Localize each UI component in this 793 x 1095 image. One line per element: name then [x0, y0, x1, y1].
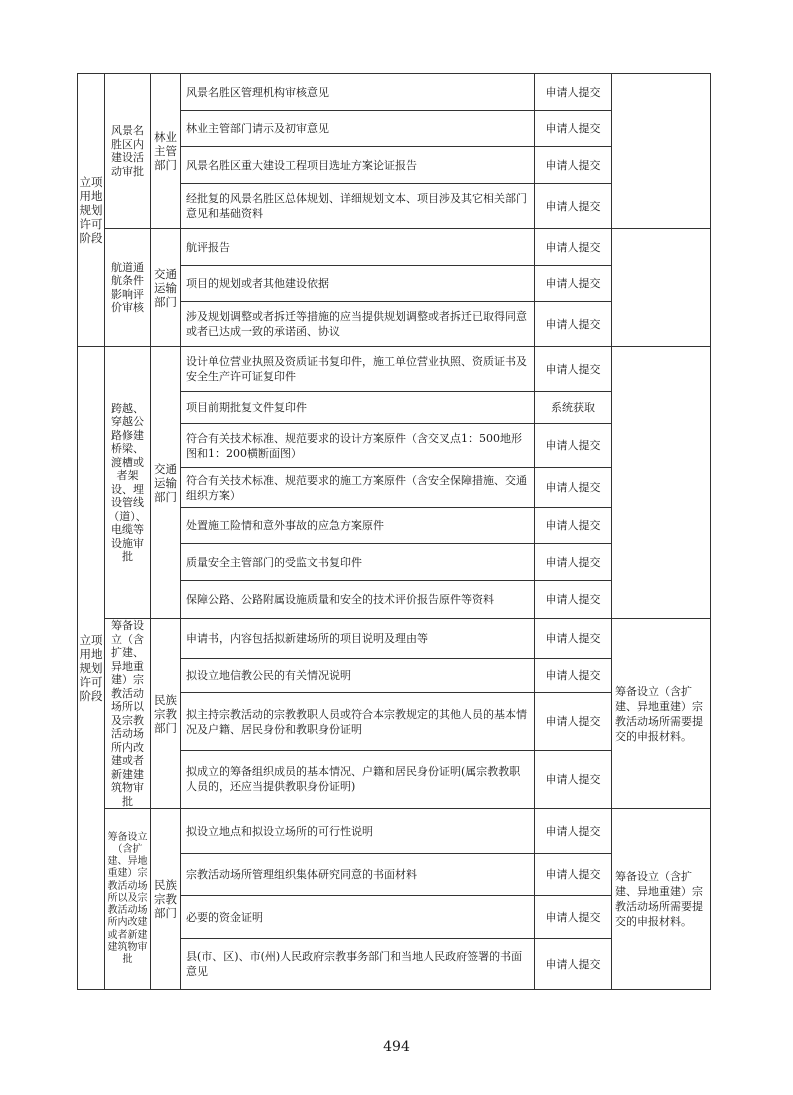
submit-cell: 申请人提交 — [535, 74, 612, 111]
submit-cell: 申请人提交 — [535, 809, 612, 854]
table-row — [78, 229, 711, 266]
material-cell: 风景名胜区重大建设工程项目选址方案论证报告 — [181, 147, 535, 184]
material-cell: 经批复的风景名胜区总体规划、详细规划文本、项目涉及其它相关部门意见和基础资料 — [181, 184, 535, 229]
submit-cell: 申请人提交 — [535, 750, 612, 808]
procedure-cell: 筹备设立（含扩建、异地重建）宗教活动场所以及宗教活动场所内改建或者新建建筑物审批 — [105, 809, 151, 990]
submit-cell: 申请人提交 — [535, 581, 612, 619]
submit-cell: 申请人提交 — [535, 347, 612, 392]
department-cell: 交通运输部门 — [151, 347, 181, 619]
submit-cell: 申请人提交 — [535, 229, 612, 266]
procedure-cell: 跨越、穿越公路修建桥梁、渡槽或者架设、埋设管线（道）、电缆等设施审批 — [105, 347, 151, 619]
submit-cell: 申请人提交 — [535, 147, 612, 184]
note-cell: 筹备设立（含扩建、异地重建）宗教活动场所需要提交的申报材料。 — [612, 619, 711, 809]
material-cell: 项目的规划或者其他建设依据 — [181, 266, 535, 302]
material-cell: 宗教活动场所管理组织集体研究同意的书面材料 — [181, 854, 535, 896]
material-cell: 拟主持宗教活动的宗教教职人员或符合本宗教规定的其他人员的基本情况及户籍、居民身份和教职身份证明 — [181, 693, 535, 750]
submit-cell: 申请人提交 — [535, 468, 612, 508]
submit-cell: 申请人提交 — [535, 184, 612, 229]
note-cell — [612, 229, 711, 347]
department-cell: 交通运输部门 — [151, 229, 181, 347]
material-cell: 申请书，内容包括拟新建场所的项目说明及理由等 — [181, 619, 535, 659]
procedure-cell: 筹备设立（含扩建、异地重建）宗教活动场所以及宗教活动场所内改建或者新建建筑物审批 — [105, 619, 151, 809]
submit-cell: 申请人提交 — [535, 302, 612, 347]
note-cell — [612, 74, 711, 229]
department-cell: 林业主管部门 — [151, 74, 181, 229]
department-cell: 民族宗教部门 — [151, 809, 181, 990]
material-cell: 涉及规划调整或者拆迁等措施的应当提供规划调整或者拆迁已取得同意或者已达成一致的承诺函、协议 — [181, 302, 535, 347]
submit-cell: 申请人提交 — [535, 544, 612, 581]
submit-cell: 申请人提交 — [535, 266, 612, 302]
submit-cell: 系统获取 — [535, 392, 612, 424]
material-cell: 项目前期批复文件复印件 — [181, 392, 535, 424]
table-row — [78, 619, 711, 659]
material-cell: 必要的资金证明 — [181, 896, 535, 939]
material-cell: 县(市、区)、市(州)人民政府宗教事务部门和当地人民政府签署的书面意见 — [181, 939, 535, 990]
table-row — [78, 809, 711, 854]
material-cell: 处置施工险情和意外事故的应急方案原件 — [181, 508, 535, 544]
submit-cell: 申请人提交 — [535, 896, 612, 939]
note-cell — [612, 347, 711, 619]
materials-table — [77, 73, 711, 990]
table-row — [78, 74, 711, 111]
material-cell: 拟设立地信教公民的有关情况说明 — [181, 659, 535, 693]
material-cell: 拟成立的筹备组织成员的基本情况、户籍和居民身份证明(属宗教教职人员的，还应当提供教职身份证明) — [181, 750, 535, 808]
submit-cell: 申请人提交 — [535, 939, 612, 990]
submit-cell: 申请人提交 — [535, 693, 612, 750]
material-cell: 符合有关技术标准、规范要求的施工方案原件（含安全保障措施、交通组织方案） — [181, 468, 535, 508]
procedure-cell: 风景名胜区内建设活动审批 — [105, 74, 151, 229]
page-number: 494 — [383, 1039, 410, 1055]
material-cell: 保障公路、公路附属设施质量和安全的技术评价报告原件等资料 — [181, 581, 535, 619]
material-cell: 拟设立地点和拟设立场所的可行性说明 — [181, 809, 535, 854]
submit-cell: 申请人提交 — [535, 508, 612, 544]
submit-cell: 申请人提交 — [535, 659, 612, 693]
stage-cell: 立项用地规划许可阶段 — [78, 74, 105, 347]
submit-cell: 申请人提交 — [535, 619, 612, 659]
material-cell: 林业主管部门请示及初审意见 — [181, 111, 535, 147]
submit-cell: 申请人提交 — [535, 111, 612, 147]
submit-cell: 申请人提交 — [535, 854, 612, 896]
department-cell: 民族宗教部门 — [151, 619, 181, 809]
stage-cell: 立项用地规划许可阶段 — [78, 347, 105, 990]
material-cell: 质量安全主管部门的受监文书复印件 — [181, 544, 535, 581]
procedure-cell: 航道通航条件影响评价审核 — [105, 229, 151, 347]
table-row — [78, 347, 711, 392]
submit-cell: 申请人提交 — [535, 424, 612, 468]
note-cell: 筹备设立（含扩建、异地重建）宗教活动场所需要提交的申报材料。 — [612, 809, 711, 990]
materials-table-container — [77, 73, 710, 990]
material-cell: 风景名胜区管理机构审核意见 — [181, 74, 535, 111]
material-cell: 航评报告 — [181, 229, 535, 266]
material-cell: 设计单位营业执照及资质证书复印件，施工单位营业执照、资质证书及安全生产许可证复印件 — [181, 347, 535, 392]
material-cell: 符合有关技术标准、规范要求的设计方案原件（含交叉点1：500地形图和1：200横断面图） — [181, 424, 535, 468]
